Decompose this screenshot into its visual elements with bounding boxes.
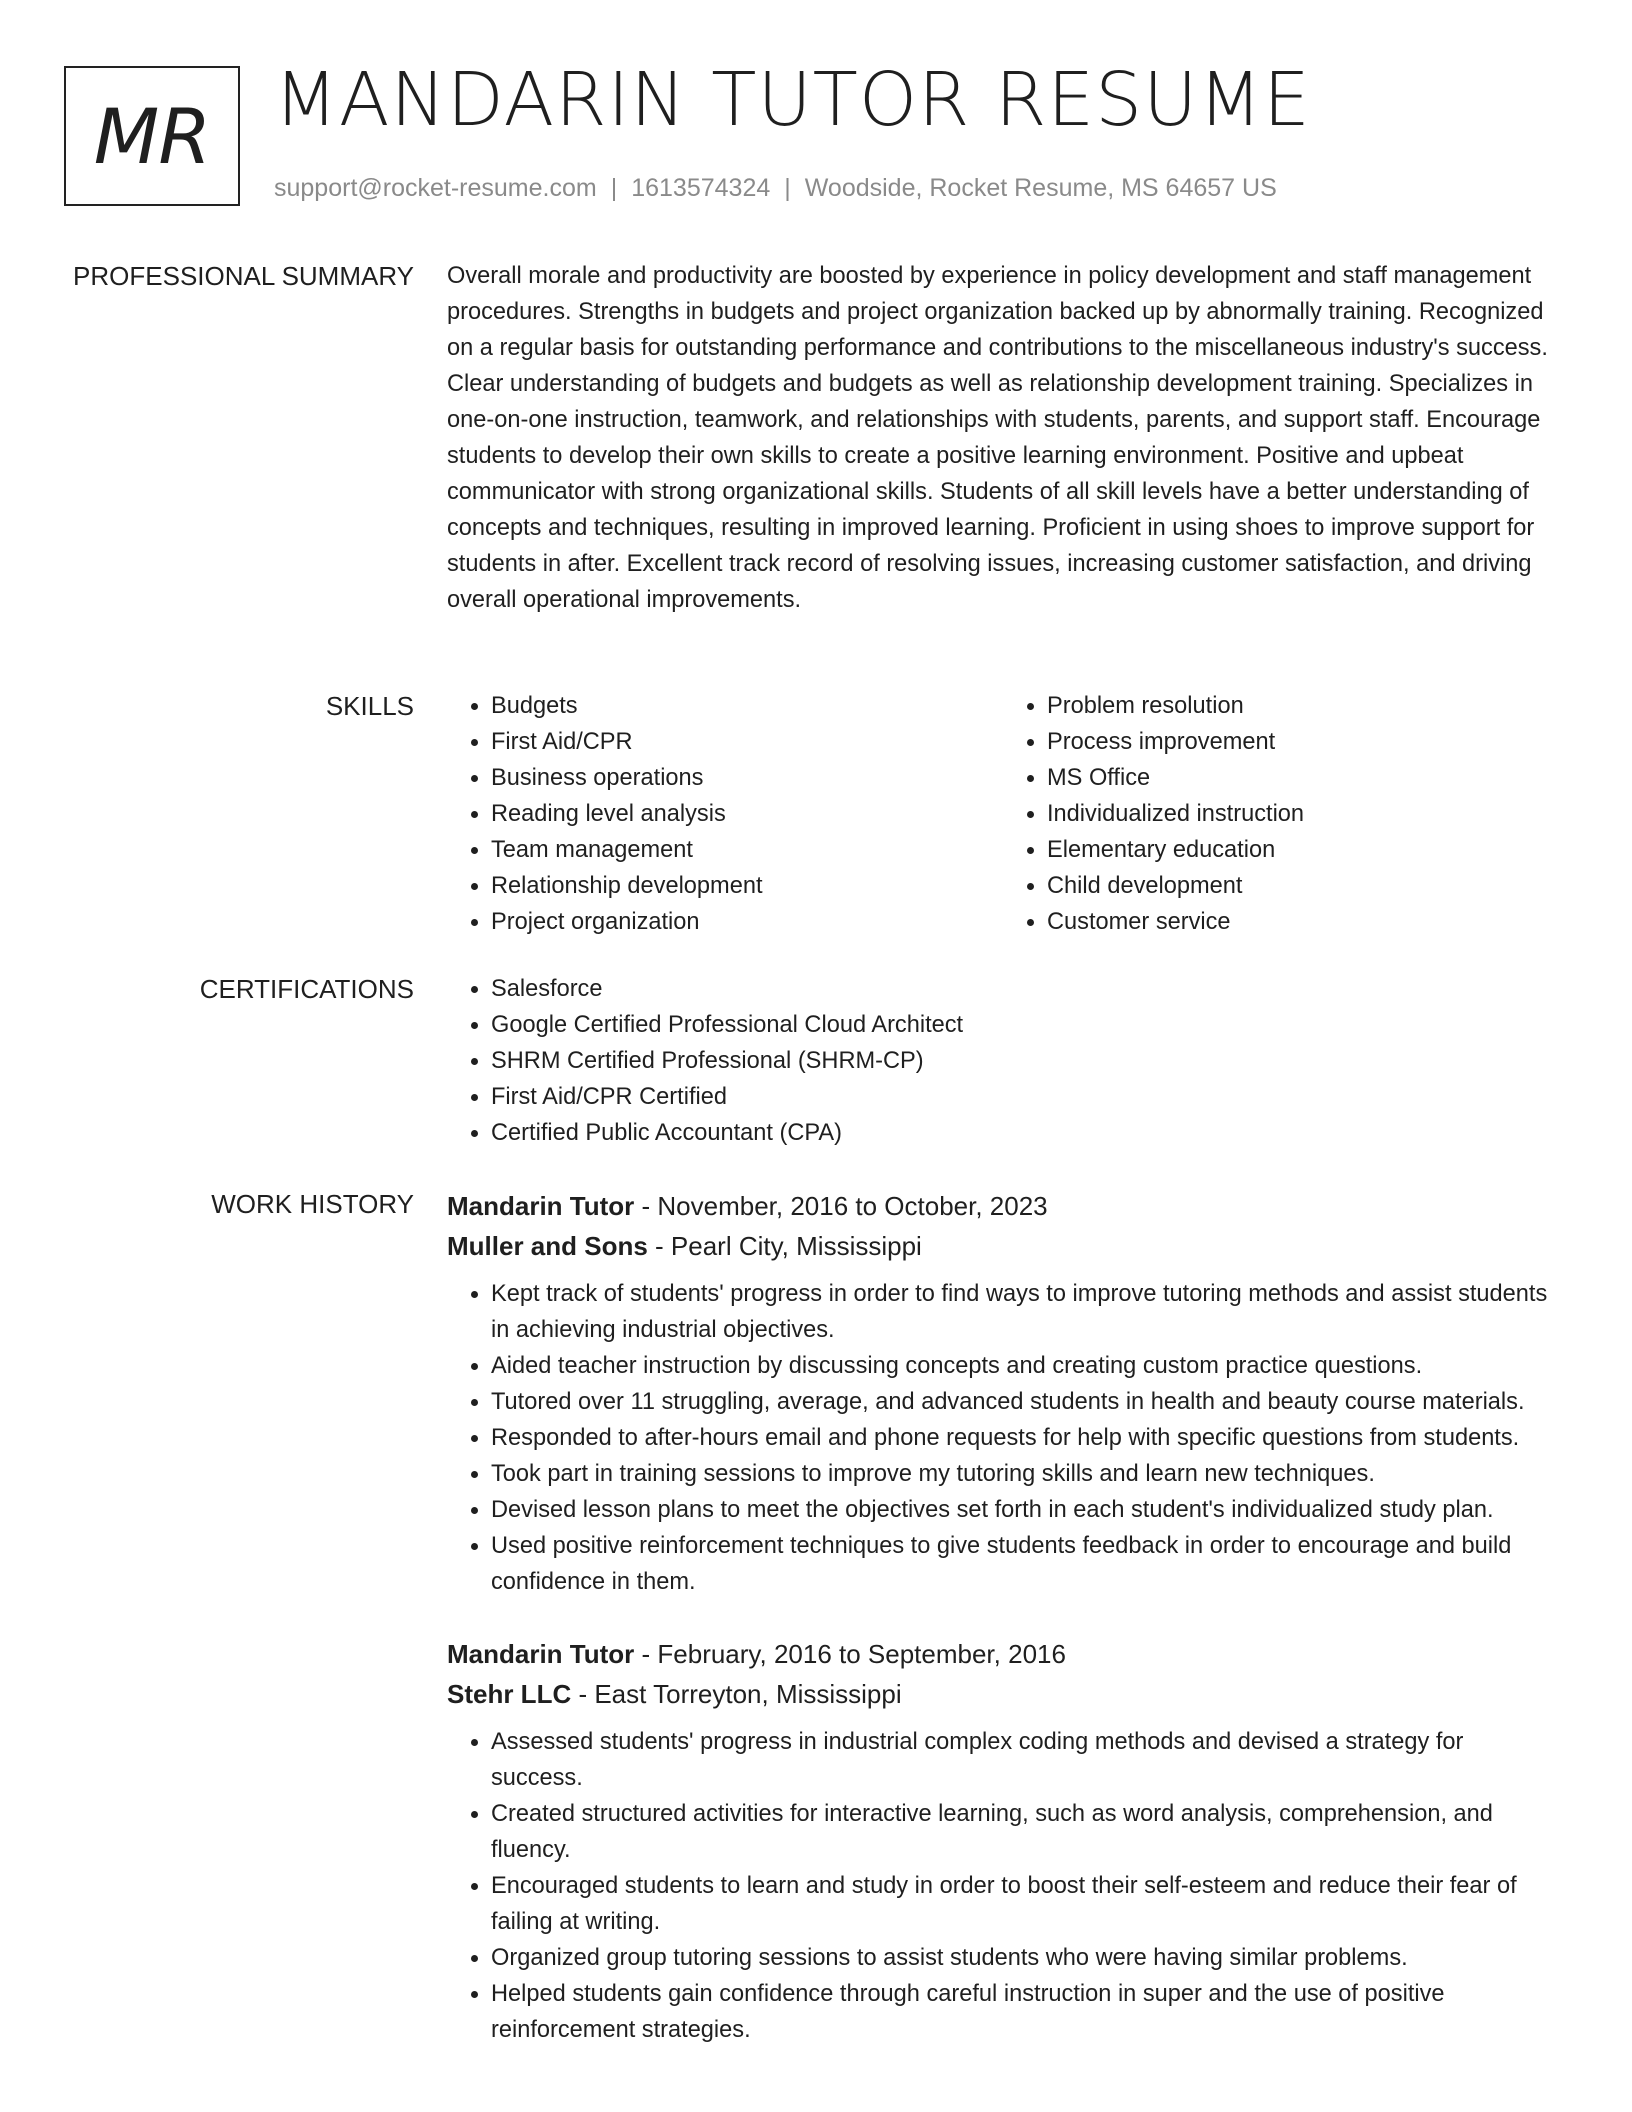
- job-bullet: • Assessed students' progress in industrial complex coding methods and devised a strategy for success.: [491, 1724, 1559, 1796]
- job-bullet: • Helped students gain confidence through careful instruction in super and the use of positive reinforcement strategies.: [491, 1976, 1559, 2048]
- job-company-line: [447, 1674, 1559, 1714]
- skill-item: • Reading level analysis: [491, 796, 1003, 832]
- skill-item: • Process improvement: [1047, 724, 1559, 760]
- summary-heading: PROFESSIONAL SUMMARY: [73, 261, 414, 291]
- job-bullets: [447, 1276, 1559, 1600]
- job-bullets: [447, 1724, 1559, 2048]
- summary-body: [447, 258, 1559, 618]
- job-bullet: • Used positive reinforcement techniques to give students feedback in order to encourage and build confidence in them.: [491, 1528, 1559, 1600]
- certification-item: • SHRM Certified Professional (SHRM-CP): [491, 1043, 1559, 1079]
- job-title: Mandarin Tutor: [447, 1639, 635, 1669]
- work-body: [447, 1186, 1559, 2048]
- job-title: Mandarin Tutor: [447, 1191, 635, 1221]
- certifications-body: [447, 971, 1559, 1151]
- contact-email: support@rocket-resume.com: [274, 174, 597, 202]
- job-title-line: [447, 1634, 1559, 1674]
- contact-line: [274, 174, 1277, 203]
- job-bullet: • Aided teacher instruction by discussing concepts and creating custom practice questions.: [491, 1348, 1559, 1384]
- job-company: Stehr LLC: [447, 1679, 572, 1709]
- job-entry: [447, 1634, 1559, 2048]
- certification-item: • First Aid/CPR Certified: [491, 1079, 1559, 1115]
- job-title-line: [447, 1186, 1559, 1226]
- certification-item: • Google Certified Professional Cloud Architect: [491, 1007, 1559, 1043]
- skills-body: [447, 688, 1559, 940]
- skill-item: • Problem resolution: [1047, 688, 1559, 724]
- job-entry: [447, 1186, 1559, 1600]
- skill-item: • Budgets: [491, 688, 1003, 724]
- skill-item: • First Aid/CPR: [491, 724, 1003, 760]
- summary-text: Overall morale and productivity are boosted by experience in policy development and staff management procedures. Strengths in budgets and project organization backed up by abnormally training. Recognized on a regular basis for outstanding performance and contributions to the miscellaneous industry's success. Clear understanding of budgets and budgets as well as relationship development training. Specializes in one-on-one instruction, teamwork, and relationships with students, parents, and support staff. Encourage students to develop their own skills to create a positive learning environment. Positive and upbeat communicator with strong organizational skills. Students of all skill levels have a better understanding of concepts and techniques, resulting in improved learning. Proficient in using shoes to improve support for students in after. Excellent track record of resolving issues, increasing customer satisfaction, and driving overall operational improvements.: [447, 263, 1548, 613]
- certifications-list: [447, 971, 1559, 1151]
- job-bullet: • Created structured activities for interactive learning, such as word analysis, comprehension, and fluency.: [491, 1796, 1559, 1868]
- job-location: - East Torreyton, Mississippi: [571, 1679, 902, 1709]
- job-bullet: • Devised lesson plans to meet the objectives set forth in each student's individualized study plan.: [491, 1492, 1559, 1528]
- skill-item: • Business operations: [491, 760, 1003, 796]
- skill-item: • Relationship development: [491, 868, 1003, 904]
- certification-item: • Salesforce: [491, 971, 1559, 1007]
- job-location: - Pearl City, Mississippi: [647, 1231, 922, 1261]
- skill-item: • Customer service: [1047, 904, 1559, 940]
- job-bullet: • Took part in training sessions to improve my tutoring skills and learn new techniques.: [491, 1456, 1559, 1492]
- skill-item: • Elementary education: [1047, 832, 1559, 868]
- work-heading: WORK HISTORY: [211, 1189, 414, 1219]
- job-bullet: • Encouraged students to learn and study in order to boost their self-esteem and reduce their fear of failing at writing.: [491, 1868, 1559, 1940]
- job-bullet: • Kept track of students' progress in order to find ways to improve tutoring methods and assist students in achieving industrial objectives.: [491, 1276, 1559, 1348]
- certification-item: • Certified Public Accountant (CPA): [491, 1115, 1559, 1151]
- skills-list-right: [1003, 688, 1559, 940]
- skill-item: • Child development: [1047, 868, 1559, 904]
- resume-title: MANDARIN TUTOR RESUME: [274, 57, 1311, 143]
- skills-heading: SKILLS: [325, 691, 414, 721]
- skill-item: • MS Office: [1047, 760, 1559, 796]
- skill-item: • Team management: [491, 832, 1003, 868]
- job-bullet: • Tutored over 11 struggling, average, and advanced students in health and beauty course materials.: [491, 1384, 1559, 1420]
- monogram-logo: MR: [64, 66, 240, 206]
- contact-address: Woodside, Rocket Resume, MS 64657 US: [804, 174, 1277, 202]
- job-bullet: • Responded to after-hours email and phone requests for help with specific questions from students.: [491, 1420, 1559, 1456]
- job-dates: - February, 2016 to September, 2016: [634, 1639, 1066, 1669]
- skill-item: • Individualized instruction: [1047, 796, 1559, 832]
- job-company-line: [447, 1226, 1559, 1266]
- certifications-heading: CERTIFICATIONS: [199, 974, 414, 1004]
- contact-separator: |: [784, 174, 791, 202]
- job-bullet: • Organized group tutoring sessions to assist students who were having similar problems.: [491, 1940, 1559, 1976]
- contact-separator: |: [610, 174, 618, 202]
- job-dates: - November, 2016 to October, 2023: [634, 1191, 1048, 1221]
- job-company: Muller and Sons: [447, 1231, 648, 1261]
- skill-item: • Project organization: [491, 904, 1003, 940]
- contact-phone: 1613574324: [631, 174, 771, 202]
- skills-list-left: [447, 688, 1003, 940]
